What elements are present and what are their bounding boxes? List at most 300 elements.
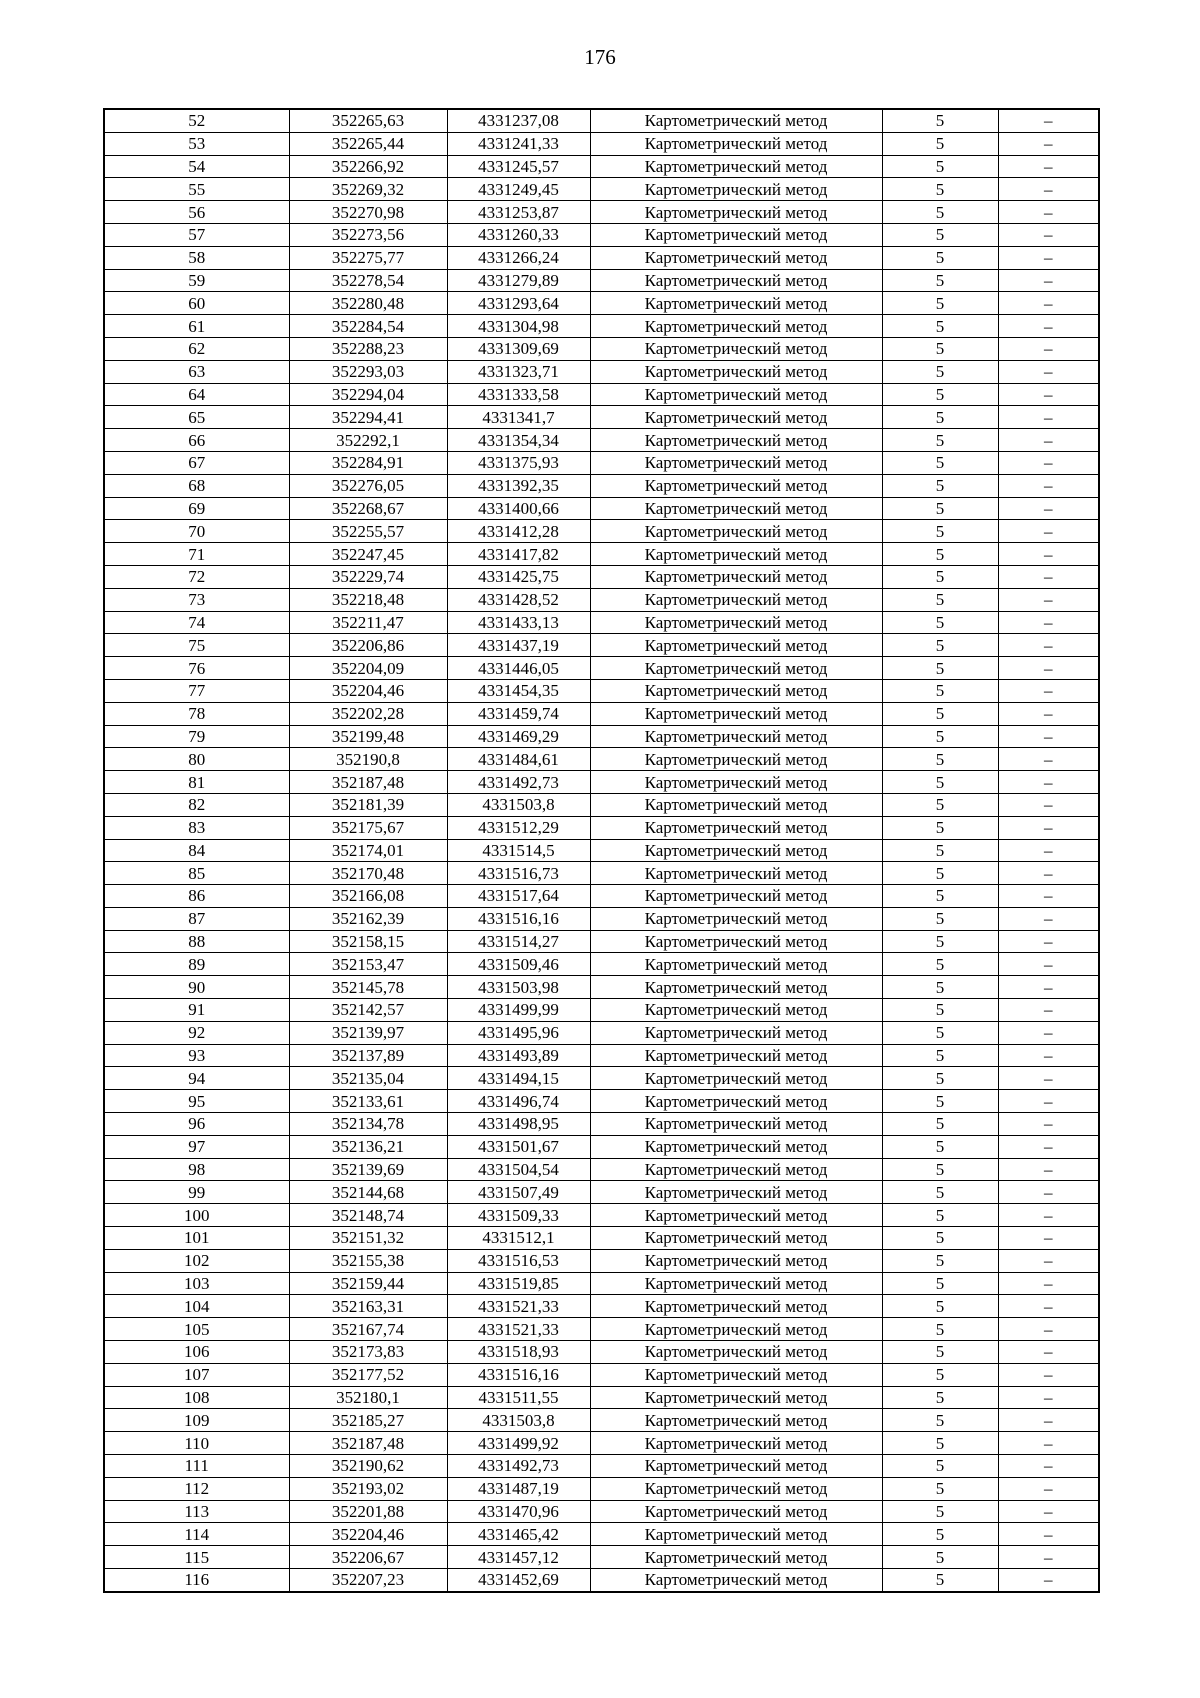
x-coordinate-cell: 352133,61: [289, 1090, 447, 1113]
x-coordinate-cell: 352144,68: [289, 1181, 447, 1204]
method-cell: Картометрический метод: [590, 839, 882, 862]
table-row: [104, 1135, 1099, 1158]
y-coordinate-cell: 4331503,98: [447, 976, 590, 999]
note-cell: –: [998, 1341, 1099, 1364]
method-cell: Картометрический метод: [590, 223, 882, 246]
point-number-cell: 104: [104, 1295, 289, 1318]
point-number-cell: 71: [104, 543, 289, 566]
point-number-cell: 86: [104, 885, 289, 908]
table-row: [104, 1113, 1099, 1136]
note-cell: –: [998, 1500, 1099, 1523]
method-cell: Картометрический метод: [590, 1318, 882, 1341]
y-coordinate-cell: 4331499,99: [447, 999, 590, 1022]
accuracy-cell: 5: [882, 132, 998, 155]
x-coordinate-cell: 352190,62: [289, 1455, 447, 1478]
accuracy-cell: 5: [882, 383, 998, 406]
table-row: [104, 930, 1099, 953]
point-number-cell: 108: [104, 1386, 289, 1409]
x-coordinate-cell: 352229,74: [289, 565, 447, 588]
table-row: [104, 1227, 1099, 1250]
point-number-cell: 68: [104, 474, 289, 497]
method-cell: Картометрический метод: [590, 588, 882, 611]
accuracy-cell: 5: [882, 976, 998, 999]
accuracy-cell: 5: [882, 1569, 998, 1592]
note-cell: –: [998, 1477, 1099, 1500]
table-row: [104, 1090, 1099, 1113]
table-row: [104, 223, 1099, 246]
note-cell: –: [998, 1044, 1099, 1067]
y-coordinate-cell: 4331417,82: [447, 543, 590, 566]
note-cell: –: [998, 474, 1099, 497]
accuracy-cell: 5: [882, 201, 998, 224]
point-number-cell: 110: [104, 1432, 289, 1455]
accuracy-cell: 5: [882, 1523, 998, 1546]
y-coordinate-cell: 4331516,16: [447, 1363, 590, 1386]
x-coordinate-cell: 352148,74: [289, 1204, 447, 1227]
point-number-cell: 87: [104, 907, 289, 930]
method-cell: Картометрический метод: [590, 999, 882, 1022]
method-cell: Картометрический метод: [590, 429, 882, 452]
point-number-cell: 90: [104, 976, 289, 999]
note-cell: –: [998, 588, 1099, 611]
note-cell: –: [998, 132, 1099, 155]
method-cell: Картометрический метод: [590, 451, 882, 474]
table-row: [104, 429, 1099, 452]
note-cell: –: [998, 178, 1099, 201]
table-row: [104, 1386, 1099, 1409]
table-row: [104, 543, 1099, 566]
accuracy-cell: 5: [882, 611, 998, 634]
note-cell: –: [998, 1113, 1099, 1136]
y-coordinate-cell: 4331511,55: [447, 1386, 590, 1409]
table-row: [104, 1569, 1099, 1592]
y-coordinate-cell: 4331503,8: [447, 793, 590, 816]
y-coordinate-cell: 4331425,75: [447, 565, 590, 588]
point-number-cell: 69: [104, 497, 289, 520]
point-number-cell: 99: [104, 1181, 289, 1204]
x-coordinate-cell: 352173,83: [289, 1341, 447, 1364]
y-coordinate-cell: 4331496,74: [447, 1090, 590, 1113]
point-number-cell: 88: [104, 930, 289, 953]
note-cell: –: [998, 1318, 1099, 1341]
point-number-cell: 63: [104, 360, 289, 383]
table-row: [104, 269, 1099, 292]
table-row: [104, 679, 1099, 702]
x-coordinate-cell: 352266,92: [289, 155, 447, 178]
method-cell: Картометрический метод: [590, 1455, 882, 1478]
method-cell: Картометрический метод: [590, 634, 882, 657]
method-cell: Картометрический метод: [590, 862, 882, 885]
x-coordinate-cell: 352166,08: [289, 885, 447, 908]
x-coordinate-cell: 352193,02: [289, 1477, 447, 1500]
note-cell: –: [998, 201, 1099, 224]
method-cell: Картометрический метод: [590, 132, 882, 155]
y-coordinate-cell: 4331237,08: [447, 109, 590, 132]
y-coordinate-cell: 4331433,13: [447, 611, 590, 634]
table-row: [104, 1204, 1099, 1227]
y-coordinate-cell: 4331253,87: [447, 201, 590, 224]
table-row: [104, 1318, 1099, 1341]
point-number-cell: 72: [104, 565, 289, 588]
table-row: [104, 451, 1099, 474]
method-cell: Картометрический метод: [590, 907, 882, 930]
table-row: [104, 907, 1099, 930]
method-cell: Картометрический метод: [590, 1021, 882, 1044]
note-cell: –: [998, 520, 1099, 543]
point-number-cell: 57: [104, 223, 289, 246]
method-cell: Картометрический метод: [590, 292, 882, 315]
note-cell: –: [998, 406, 1099, 429]
y-coordinate-cell: 4331245,57: [447, 155, 590, 178]
note-cell: –: [998, 999, 1099, 1022]
accuracy-cell: 5: [882, 1249, 998, 1272]
table-row: [104, 246, 1099, 269]
accuracy-cell: 5: [882, 1181, 998, 1204]
table-row: [104, 360, 1099, 383]
y-coordinate-cell: 4331469,29: [447, 725, 590, 748]
accuracy-cell: 5: [882, 315, 998, 338]
y-coordinate-cell: 4331323,71: [447, 360, 590, 383]
y-coordinate-cell: 4331484,61: [447, 748, 590, 771]
accuracy-cell: 5: [882, 1090, 998, 1113]
note-cell: –: [998, 1204, 1099, 1227]
accuracy-cell: 5: [882, 1113, 998, 1136]
y-coordinate-cell: 4331493,89: [447, 1044, 590, 1067]
method-cell: Картометрический метод: [590, 406, 882, 429]
y-coordinate-cell: 4331509,33: [447, 1204, 590, 1227]
table-row: [104, 474, 1099, 497]
table-body: [104, 109, 1099, 1592]
note-cell: –: [998, 1386, 1099, 1409]
point-number-cell: 84: [104, 839, 289, 862]
note-cell: –: [998, 1249, 1099, 1272]
point-number-cell: 92: [104, 1021, 289, 1044]
point-number-cell: 78: [104, 702, 289, 725]
accuracy-cell: 5: [882, 1477, 998, 1500]
point-number-cell: 61: [104, 315, 289, 338]
point-number-cell: 80: [104, 748, 289, 771]
note-cell: –: [998, 269, 1099, 292]
note-cell: –: [998, 611, 1099, 634]
note-cell: –: [998, 771, 1099, 794]
y-coordinate-cell: 4331309,69: [447, 337, 590, 360]
x-coordinate-cell: 352275,77: [289, 246, 447, 269]
y-coordinate-cell: 4331503,8: [447, 1409, 590, 1432]
x-coordinate-cell: 352181,39: [289, 793, 447, 816]
x-coordinate-cell: 352199,48: [289, 725, 447, 748]
y-coordinate-cell: 4331454,35: [447, 679, 590, 702]
point-number-cell: 91: [104, 999, 289, 1022]
method-cell: Картометрический метод: [590, 1067, 882, 1090]
note-cell: –: [998, 223, 1099, 246]
note-cell: –: [998, 1272, 1099, 1295]
note-cell: –: [998, 155, 1099, 178]
table-row: [104, 953, 1099, 976]
note-cell: –: [998, 246, 1099, 269]
method-cell: Картометрический метод: [590, 1409, 882, 1432]
note-cell: –: [998, 1523, 1099, 1546]
x-coordinate-cell: 352139,69: [289, 1158, 447, 1181]
method-cell: Картометрический метод: [590, 246, 882, 269]
accuracy-cell: 5: [882, 269, 998, 292]
x-coordinate-cell: 352255,57: [289, 520, 447, 543]
point-number-cell: 64: [104, 383, 289, 406]
x-coordinate-cell: 352202,28: [289, 702, 447, 725]
accuracy-cell: 5: [882, 1272, 998, 1295]
method-cell: Картометрический метод: [590, 109, 882, 132]
accuracy-cell: 5: [882, 406, 998, 429]
point-number-cell: 77: [104, 679, 289, 702]
point-number-cell: 115: [104, 1546, 289, 1569]
accuracy-cell: 5: [882, 1227, 998, 1250]
method-cell: Картометрический метод: [590, 315, 882, 338]
table-row: [104, 1249, 1099, 1272]
x-coordinate-cell: 352204,46: [289, 1523, 447, 1546]
y-coordinate-cell: 4331304,98: [447, 315, 590, 338]
accuracy-cell: 5: [882, 1067, 998, 1090]
note-cell: –: [998, 1021, 1099, 1044]
accuracy-cell: 5: [882, 1204, 998, 1227]
y-coordinate-cell: 4331518,93: [447, 1341, 590, 1364]
note-cell: –: [998, 1432, 1099, 1455]
note-cell: –: [998, 976, 1099, 999]
point-number-cell: 109: [104, 1409, 289, 1432]
method-cell: Картометрический метод: [590, 360, 882, 383]
point-number-cell: 62: [104, 337, 289, 360]
y-coordinate-cell: 4331509,46: [447, 953, 590, 976]
table-row: [104, 497, 1099, 520]
y-coordinate-cell: 4331492,73: [447, 1455, 590, 1478]
method-cell: Картометрический метод: [590, 611, 882, 634]
table-row: [104, 337, 1099, 360]
table-row: [104, 565, 1099, 588]
y-coordinate-cell: 4331521,33: [447, 1295, 590, 1318]
y-coordinate-cell: 4331512,29: [447, 816, 590, 839]
note-cell: –: [998, 885, 1099, 908]
note-cell: –: [998, 1363, 1099, 1386]
y-coordinate-cell: 4331516,53: [447, 1249, 590, 1272]
method-cell: Картометрический метод: [590, 337, 882, 360]
y-coordinate-cell: 4331514,5: [447, 839, 590, 862]
coordinates-table: [103, 108, 1100, 1593]
note-cell: –: [998, 793, 1099, 816]
point-number-cell: 94: [104, 1067, 289, 1090]
accuracy-cell: 5: [882, 1158, 998, 1181]
x-coordinate-cell: 352206,86: [289, 634, 447, 657]
x-coordinate-cell: 352159,44: [289, 1272, 447, 1295]
accuracy-cell: 5: [882, 748, 998, 771]
table-row: [104, 1295, 1099, 1318]
y-coordinate-cell: 4331501,67: [447, 1135, 590, 1158]
y-coordinate-cell: 4331516,73: [447, 862, 590, 885]
page-number: 176: [584, 45, 616, 69]
x-coordinate-cell: 352292,1: [289, 429, 447, 452]
note-cell: –: [998, 657, 1099, 680]
accuracy-cell: 5: [882, 1363, 998, 1386]
y-coordinate-cell: 4331260,33: [447, 223, 590, 246]
accuracy-cell: 5: [882, 885, 998, 908]
x-coordinate-cell: 352170,48: [289, 862, 447, 885]
point-number-cell: 82: [104, 793, 289, 816]
accuracy-cell: 5: [882, 474, 998, 497]
point-number-cell: 56: [104, 201, 289, 224]
point-number-cell: 116: [104, 1569, 289, 1592]
x-coordinate-cell: 352187,48: [289, 1432, 447, 1455]
y-coordinate-cell: 4331249,45: [447, 178, 590, 201]
method-cell: Картометрический метод: [590, 543, 882, 566]
method-cell: Картометрический метод: [590, 657, 882, 680]
method-cell: Картометрический метод: [590, 793, 882, 816]
table-row: [104, 1341, 1099, 1364]
y-coordinate-cell: 4331519,85: [447, 1272, 590, 1295]
x-coordinate-cell: 352265,63: [289, 109, 447, 132]
note-cell: –: [998, 1569, 1099, 1592]
table-row: [104, 999, 1099, 1022]
y-coordinate-cell: 4331333,58: [447, 383, 590, 406]
method-cell: Картометрический метод: [590, 1477, 882, 1500]
accuracy-cell: 5: [882, 953, 998, 976]
accuracy-cell: 5: [882, 429, 998, 452]
y-coordinate-cell: 4331437,19: [447, 634, 590, 657]
accuracy-cell: 5: [882, 246, 998, 269]
table-row: [104, 839, 1099, 862]
method-cell: Картометрический метод: [590, 930, 882, 953]
accuracy-cell: 5: [882, 292, 998, 315]
note-cell: –: [998, 360, 1099, 383]
method-cell: Картометрический метод: [590, 497, 882, 520]
note-cell: –: [998, 1227, 1099, 1250]
y-coordinate-cell: 4331446,05: [447, 657, 590, 680]
x-coordinate-cell: 352155,38: [289, 1249, 447, 1272]
x-coordinate-cell: 352265,44: [289, 132, 447, 155]
note-cell: –: [998, 1158, 1099, 1181]
table-row: [104, 1500, 1099, 1523]
x-coordinate-cell: 352206,67: [289, 1546, 447, 1569]
accuracy-cell: 5: [882, 793, 998, 816]
table-row: [104, 155, 1099, 178]
accuracy-cell: 5: [882, 930, 998, 953]
table-row: [104, 201, 1099, 224]
x-coordinate-cell: 352207,23: [289, 1569, 447, 1592]
x-coordinate-cell: 352278,54: [289, 269, 447, 292]
x-coordinate-cell: 352276,05: [289, 474, 447, 497]
accuracy-cell: 5: [882, 178, 998, 201]
point-number-cell: 112: [104, 1477, 289, 1500]
x-coordinate-cell: 352142,57: [289, 999, 447, 1022]
accuracy-cell: 5: [882, 999, 998, 1022]
y-coordinate-cell: 4331507,49: [447, 1181, 590, 1204]
table-row: [104, 634, 1099, 657]
method-cell: Картометрический метод: [590, 725, 882, 748]
table-row: [104, 132, 1099, 155]
x-coordinate-cell: 352269,32: [289, 178, 447, 201]
x-coordinate-cell: 352158,15: [289, 930, 447, 953]
y-coordinate-cell: 4331514,27: [447, 930, 590, 953]
y-coordinate-cell: 4331498,95: [447, 1113, 590, 1136]
note-cell: –: [998, 1135, 1099, 1158]
accuracy-cell: 5: [882, 907, 998, 930]
point-number-cell: 95: [104, 1090, 289, 1113]
y-coordinate-cell: 4331241,33: [447, 132, 590, 155]
point-number-cell: 73: [104, 588, 289, 611]
x-coordinate-cell: 352284,91: [289, 451, 447, 474]
table-row: [104, 1021, 1099, 1044]
y-coordinate-cell: 4331521,33: [447, 1318, 590, 1341]
method-cell: Картометрический метод: [590, 953, 882, 976]
method-cell: Картометрический метод: [590, 520, 882, 543]
point-number-cell: 65: [104, 406, 289, 429]
y-coordinate-cell: 4331341,7: [447, 406, 590, 429]
method-cell: Картометрический метод: [590, 1500, 882, 1523]
method-cell: Картометрический метод: [590, 748, 882, 771]
y-coordinate-cell: 4331428,52: [447, 588, 590, 611]
point-number-cell: 70: [104, 520, 289, 543]
note-cell: –: [998, 816, 1099, 839]
note-cell: –: [998, 1546, 1099, 1569]
method-cell: Картометрический метод: [590, 178, 882, 201]
table-row: [104, 109, 1099, 132]
point-number-cell: 79: [104, 725, 289, 748]
x-coordinate-cell: 352163,31: [289, 1295, 447, 1318]
note-cell: –: [998, 451, 1099, 474]
note-cell: –: [998, 1455, 1099, 1478]
table-row: [104, 1044, 1099, 1067]
point-number-cell: 113: [104, 1500, 289, 1523]
x-coordinate-cell: 352153,47: [289, 953, 447, 976]
point-number-cell: 102: [104, 1249, 289, 1272]
table-row: [104, 315, 1099, 338]
y-coordinate-cell: 4331487,19: [447, 1477, 590, 1500]
point-number-cell: 55: [104, 178, 289, 201]
table-row: [104, 793, 1099, 816]
table-row: [104, 1523, 1099, 1546]
accuracy-cell: 5: [882, 497, 998, 520]
accuracy-cell: 5: [882, 657, 998, 680]
accuracy-cell: 5: [882, 816, 998, 839]
y-coordinate-cell: 4331354,34: [447, 429, 590, 452]
note-cell: –: [998, 1181, 1099, 1204]
x-coordinate-cell: 352293,03: [289, 360, 447, 383]
table-row: [104, 1432, 1099, 1455]
point-number-cell: 100: [104, 1204, 289, 1227]
table-row: [104, 976, 1099, 999]
table-row: [104, 1181, 1099, 1204]
method-cell: Картометрический метод: [590, 155, 882, 178]
method-cell: Картометрический метод: [590, 383, 882, 406]
method-cell: Картометрический метод: [590, 679, 882, 702]
method-cell: Картометрический метод: [590, 1204, 882, 1227]
method-cell: Картометрический метод: [590, 474, 882, 497]
y-coordinate-cell: 4331492,73: [447, 771, 590, 794]
note-cell: –: [998, 109, 1099, 132]
point-number-cell: 74: [104, 611, 289, 634]
note-cell: –: [998, 953, 1099, 976]
y-coordinate-cell: 4331516,16: [447, 907, 590, 930]
y-coordinate-cell: 4331293,64: [447, 292, 590, 315]
x-coordinate-cell: 352167,74: [289, 1318, 447, 1341]
x-coordinate-cell: 352247,45: [289, 543, 447, 566]
x-coordinate-cell: 352201,88: [289, 1500, 447, 1523]
accuracy-cell: 5: [882, 634, 998, 657]
method-cell: Картометрический метод: [590, 1341, 882, 1364]
table-row: [104, 1455, 1099, 1478]
note-cell: –: [998, 862, 1099, 885]
table-row: [104, 292, 1099, 315]
accuracy-cell: 5: [882, 451, 998, 474]
y-coordinate-cell: 4331465,42: [447, 1523, 590, 1546]
method-cell: Картометрический метод: [590, 1386, 882, 1409]
point-number-cell: 67: [104, 451, 289, 474]
